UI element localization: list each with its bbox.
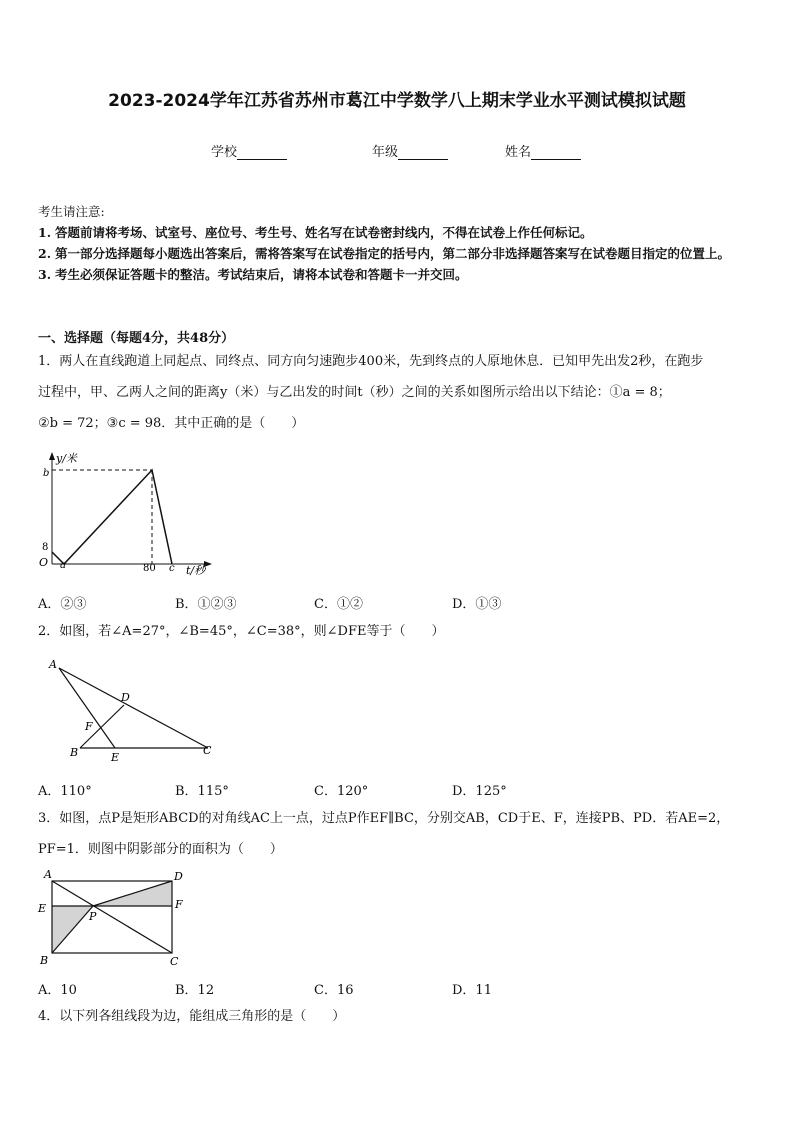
note-item bbox=[38, 243, 758, 264]
note-text: 答题前请将考场、试室号、座位号、考生号、姓名写在试卷密封线内，不得在试卷上作任何标记。 bbox=[55, 225, 593, 240]
question-2-figure bbox=[44, 654, 224, 766]
grade-label: 年级 bbox=[372, 145, 399, 160]
option-d[interactable]: D．①③ bbox=[452, 597, 502, 612]
x-axis-label: t/秒 bbox=[186, 564, 206, 577]
point-a-label: A bbox=[49, 658, 57, 671]
grade-field bbox=[372, 141, 448, 160]
y-axis-label: y/米 bbox=[56, 452, 77, 465]
section-title: 一、选择题（每题4分，共48分） bbox=[38, 331, 235, 346]
question-1-options bbox=[0, 593, 794, 611]
tick-a-label: a bbox=[60, 560, 66, 571]
note-text: 第一部分选择题每小题选出答案后，需将答案写在试卷指定的括号内，第二部分非选择题答案写在试卷题目指定的位置上。 bbox=[55, 246, 731, 261]
note-number: 3. bbox=[38, 267, 52, 282]
point-d-label: D bbox=[121, 691, 130, 704]
name-label: 姓名 bbox=[505, 145, 532, 160]
tick-c-label: c bbox=[169, 563, 175, 574]
question-3-figure bbox=[34, 866, 194, 970]
notes-heading: 考生请注意: bbox=[38, 204, 105, 219]
school-label: 学校 bbox=[211, 145, 238, 160]
notes-block bbox=[38, 201, 758, 285]
option-c[interactable]: C．120° bbox=[314, 784, 369, 799]
point-f-label: F bbox=[175, 898, 183, 911]
option-b[interactable]: B．①②③ bbox=[175, 597, 237, 612]
option-c[interactable]: C．16 bbox=[314, 983, 354, 998]
question-line: 1．两人在直线跑道上同起点、同终点、同方向匀速跑步400米，先到终点的人原地休息．已知甲先出发2秒，在跑步 bbox=[38, 354, 704, 369]
question-line: PF=1．则图中阴影部分的面积为（ ） bbox=[38, 842, 283, 857]
point-f-label: F bbox=[85, 720, 93, 733]
note-item bbox=[38, 264, 758, 285]
x-axis-arrow-icon bbox=[204, 561, 212, 567]
point-d-label: D bbox=[174, 870, 183, 883]
question-1-graph bbox=[36, 446, 216, 581]
note-item bbox=[38, 222, 758, 243]
question-3-text bbox=[38, 803, 760, 865]
point-c-label: C bbox=[203, 744, 212, 757]
point-e-label: E bbox=[111, 751, 120, 764]
name-blank bbox=[531, 146, 581, 160]
point-b-label: B bbox=[40, 954, 49, 967]
point-p-label: P bbox=[89, 910, 97, 923]
option-a[interactable]: A．②③ bbox=[38, 597, 87, 612]
point-a-label: A bbox=[44, 868, 52, 881]
option-c[interactable]: C．①② bbox=[314, 597, 363, 612]
question-line: 3．如图，点P是矩形ABCD的对角线AC上一点，过点P作EF∥BC，分别交AB，CD于E、F，连接PB、PD．若AE=2， bbox=[38, 811, 730, 826]
question-1-text bbox=[38, 346, 760, 439]
option-d[interactable]: D．125° bbox=[452, 784, 507, 799]
school-blank bbox=[237, 146, 287, 160]
point-c-label: C bbox=[170, 955, 179, 968]
distance-curve bbox=[52, 470, 172, 564]
tick-b-label: b bbox=[43, 468, 50, 479]
page-title: 2023-2024学年江苏省苏州市葛江中学数学八上期末学业水平测试模拟试题 bbox=[108, 91, 686, 111]
question-2-options bbox=[0, 780, 794, 798]
option-d[interactable]: D．11 bbox=[452, 983, 492, 998]
question-line: 过程中，甲、乙两人之间的距离y（米）与乙出发的时间t（秒）之间的关系如图所示给出以下结论：①a = 8； bbox=[38, 385, 671, 400]
grade-blank bbox=[398, 146, 448, 160]
question-3-options bbox=[0, 979, 794, 997]
point-b-label: B bbox=[70, 746, 79, 759]
segment-ae bbox=[59, 668, 115, 748]
tick-80-label: 80 bbox=[143, 563, 156, 574]
question-4-text bbox=[38, 1001, 760, 1032]
note-number: 2. bbox=[38, 246, 52, 261]
question-2-text bbox=[38, 616, 760, 647]
school-field bbox=[211, 141, 287, 160]
option-b[interactable]: B．115° bbox=[175, 784, 229, 799]
note-number: 1. bbox=[38, 225, 52, 240]
question-line: ②b = 72；③c = 98．其中正确的是（ ） bbox=[38, 416, 305, 431]
name-field bbox=[505, 141, 581, 160]
question-line: 2．如图，若∠A=27°，∠B=45°，∠C=38°，则∠DFE等于（ ） bbox=[38, 624, 445, 639]
option-a[interactable]: A．10 bbox=[38, 983, 77, 998]
note-text: 考生必须保证答题卡的整洁。考试结束后，请将本试卷和答题卡一并交回。 bbox=[55, 267, 468, 282]
origin-label: O bbox=[39, 556, 49, 569]
question-line: 4．以下列各组线段为边，能组成三角形的是（ ） bbox=[38, 1009, 346, 1024]
y-axis-arrow-icon bbox=[49, 452, 55, 460]
point-e-label: E bbox=[38, 902, 47, 915]
option-a[interactable]: A．110° bbox=[38, 784, 92, 799]
segment-ac bbox=[59, 668, 208, 748]
tick-8-label: 8 bbox=[42, 542, 49, 553]
option-b[interactable]: B．12 bbox=[175, 983, 215, 998]
